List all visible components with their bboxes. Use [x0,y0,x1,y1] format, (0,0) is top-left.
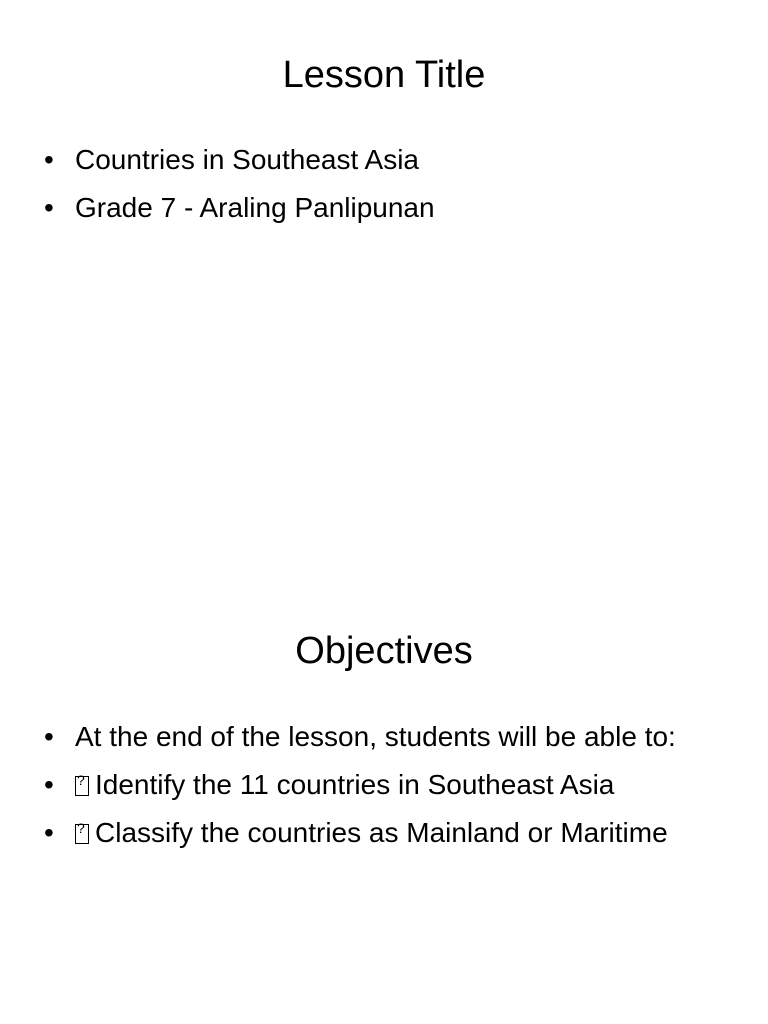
bullet-text: Classify the countries as Mainland or Maritime [95,817,668,848]
bullet-text: Identify the 11 countries in Southeast Asia [95,769,615,800]
bullet-list [44,140,724,236]
missing-glyph-icon [75,824,89,844]
bullet-item [44,813,724,853]
bullet-item [44,140,724,180]
bullet-text: Grade 7 - Araling Panlipunan [75,192,435,223]
bullet-dot-icon: • [44,769,54,800]
slide-title: Lesson Title [282,54,486,96]
slide-title: Objectives [295,630,473,672]
bullet-dot-icon: • [44,144,54,175]
bullet-item [44,717,724,757]
bullet-item [44,188,724,228]
missing-glyph-icon [75,776,89,796]
bullet-dot-icon: • [44,817,54,848]
bullet-text: Countries in Southeast Asia [75,144,419,175]
slide-objectives [0,576,768,1024]
bullet-text: At the end of the lesson, students will be able to: [75,721,676,752]
bullet-list [44,717,724,861]
bullet-dot-icon: • [44,721,54,752]
bullet-item [44,765,724,805]
bullet-dot-icon: • [44,192,54,223]
